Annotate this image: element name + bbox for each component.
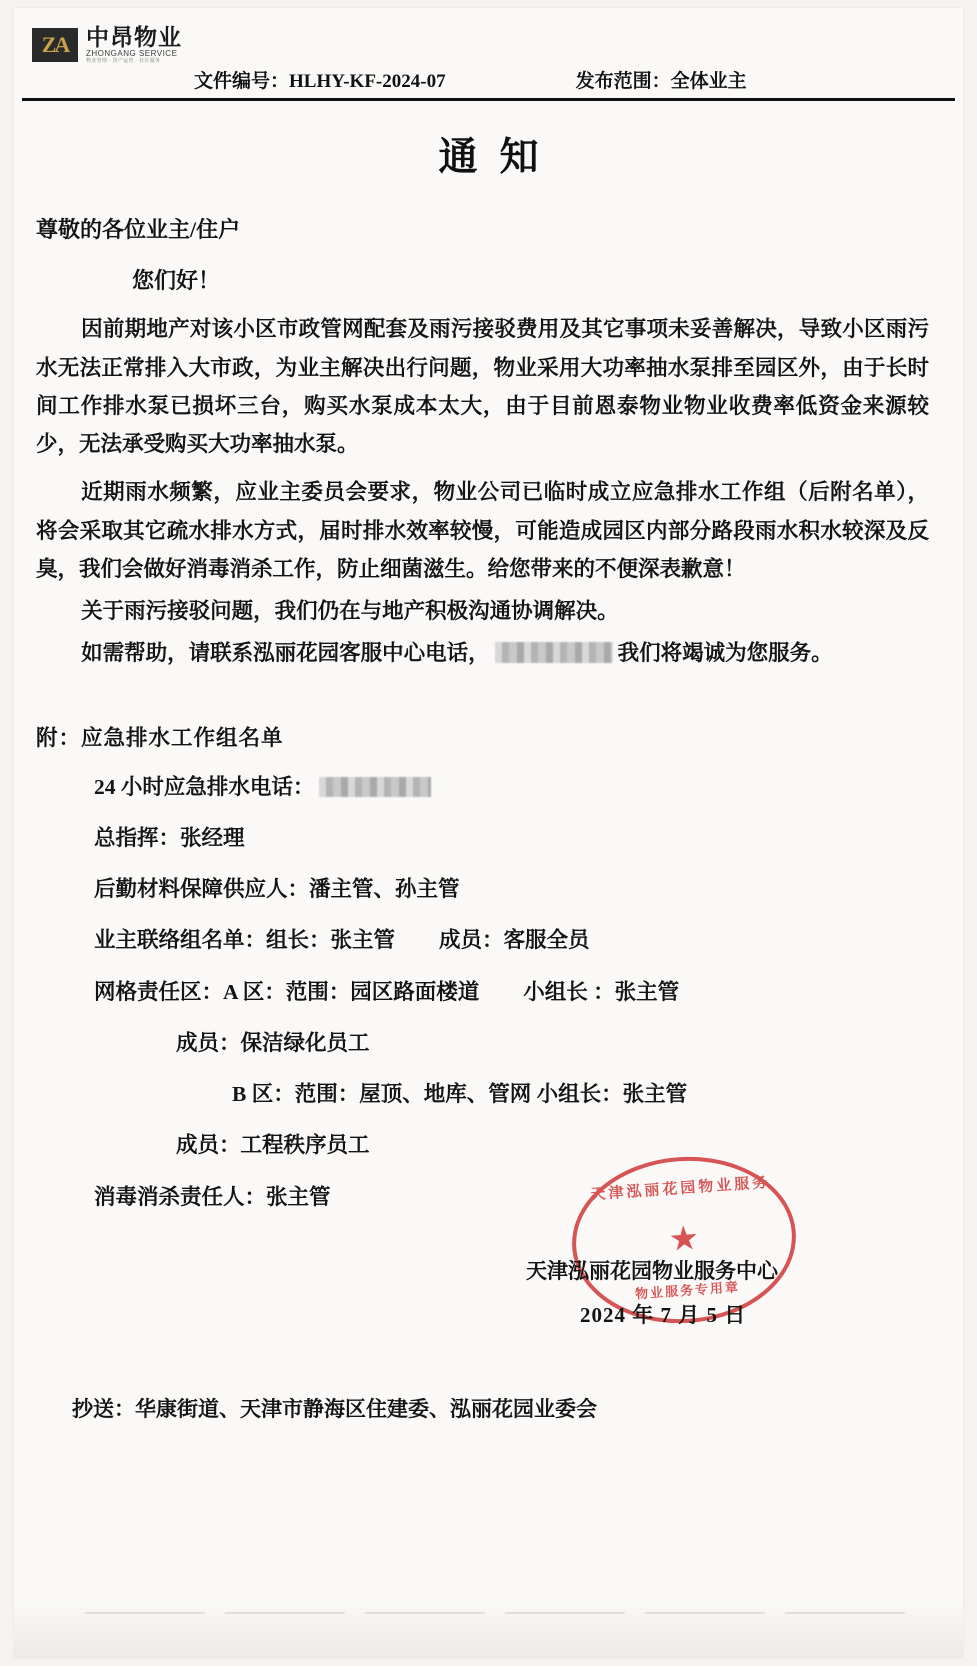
attachment-title: 附：应急排水工作组名单	[36, 725, 284, 750]
document-body	[14, 182, 963, 673]
document-number-value: HLHY-KF-2024-07	[289, 71, 446, 92]
grid-zone-a-leader-label: 小组长 ：	[523, 979, 615, 1004]
signing-organization: 天津泓丽花园物业服务中心	[526, 1258, 778, 1283]
company-logo	[32, 26, 182, 64]
logistics-value: 潘主管、孙主管	[309, 877, 460, 902]
document-number-label: 文件编号：	[194, 71, 290, 92]
paragraph-contact	[36, 634, 929, 672]
grid-zone-a-leader-value: 张主管	[614, 979, 680, 1004]
contact-text-after: 我们将竭诚为您服务。	[617, 641, 833, 666]
letterhead	[14, 8, 963, 100]
owner-liaison-value: 张主管	[330, 928, 396, 953]
owner-liaison-label: 业主联络组名单：组长：	[94, 928, 331, 953]
signing-date: 2024 年 7 月 5 日	[580, 1302, 747, 1327]
header-divider	[22, 98, 955, 101]
logo-company-name-cn: 中昂物业	[86, 25, 182, 50]
list-item-commander	[36, 822, 929, 854]
document-number	[194, 66, 446, 93]
logo-company-tagline: 物业管理 · 资产运营 · 社区服务	[86, 57, 161, 64]
commander-label: 总指挥：	[94, 825, 181, 850]
greeting: 您们好！	[132, 268, 221, 294]
attachment-section	[14, 721, 963, 1213]
page-title: 通知	[438, 136, 561, 179]
redacted-hotline-number	[319, 777, 431, 797]
cc-line: 抄送：华康街道、天津市静海区住建委、泓丽花园业委会	[72, 1396, 597, 1421]
document-scope-value: 全体业主	[670, 71, 747, 92]
document-meta-row	[14, 66, 963, 93]
paragraph-2: 近期雨水频繁，应业主委员会要求，物业公司已临时成立应急排水工作组（后附名单），将会采取其它疏水排水方式，届时排水效率较慢，可能造成园区内部分路段雨水积水较深及反臭，我们会做好消毒消杀工作，防止细菌滋生。给您带来的不便深表歉意！	[36, 480, 929, 581]
paragraph-1: 因前期地产对该小区市政管网配套及雨污接驳费用及其它事项未妥善解决，导致小区雨污水无法正常排入大市政，为业主解决出行问题，物业采用大功率抽水泵排至园区外，由于长时间工作排水泵已损坏三台，购买水泵成本太大，由于目前恩泰物业物业收费率低资金来源较少，无法承受购买大功率抽水泵。	[36, 317, 929, 457]
list-item-grid-zone-a	[36, 976, 929, 1008]
redacted-phone-number	[495, 642, 613, 663]
salutation: 尊敬的各位业主/住户	[36, 217, 241, 242]
stamp-star-icon: ★	[667, 1219, 701, 1259]
logo-company-name-en: ZHONGANG SERVICE	[86, 49, 178, 59]
document-scope-label: 发布范围：	[575, 71, 671, 92]
stamp-bottom-text: 物业服务专用章	[634, 1279, 741, 1302]
list-item-grid-zone-b: B 区：范围：屋顶、地库、管网 小组长：张主管	[232, 1082, 688, 1107]
document-paper	[14, 8, 963, 1658]
emergency-hotline-row	[36, 771, 929, 803]
logo-text	[86, 26, 182, 64]
page-bottom-watermark	[14, 1602, 963, 1658]
commander-value: 张经理	[180, 825, 245, 850]
logistics-label: 后勤材料保障供应人：	[94, 877, 310, 902]
grid-zone-a-label: 网格责任区：A 区：范围：	[94, 979, 351, 1004]
stamp-arc-text: 天津泓丽花园物业服务	[590, 1174, 771, 1204]
list-item-zone-a-members: 成员：保洁绿化员工	[176, 1030, 370, 1055]
contact-text-before: 如需帮助，请联系泓丽花园客服中心电话，	[81, 641, 490, 666]
paragraph-3: 关于雨污接驳问题，我们仍在与地产积极沟通协调解决。	[81, 599, 619, 624]
list-item-zone-b-members: 成员：工程秩序员工	[176, 1133, 370, 1158]
owner-liaison-member-value: 客服全员	[503, 928, 590, 953]
document-scope	[576, 66, 747, 93]
owner-liaison-member-label: 成员：	[439, 928, 504, 953]
logo-mark-icon: ZA	[32, 28, 78, 62]
emergency-hotline-label: 24 小时应急排水电话：	[94, 774, 315, 799]
grid-zone-a-value: 园区路面楼道	[350, 979, 480, 1004]
list-item-owner-liaison	[36, 924, 929, 956]
list-item-disinfection-owner: 消毒消杀责任人：张主管	[94, 1184, 331, 1209]
list-item-logistics	[36, 873, 929, 905]
